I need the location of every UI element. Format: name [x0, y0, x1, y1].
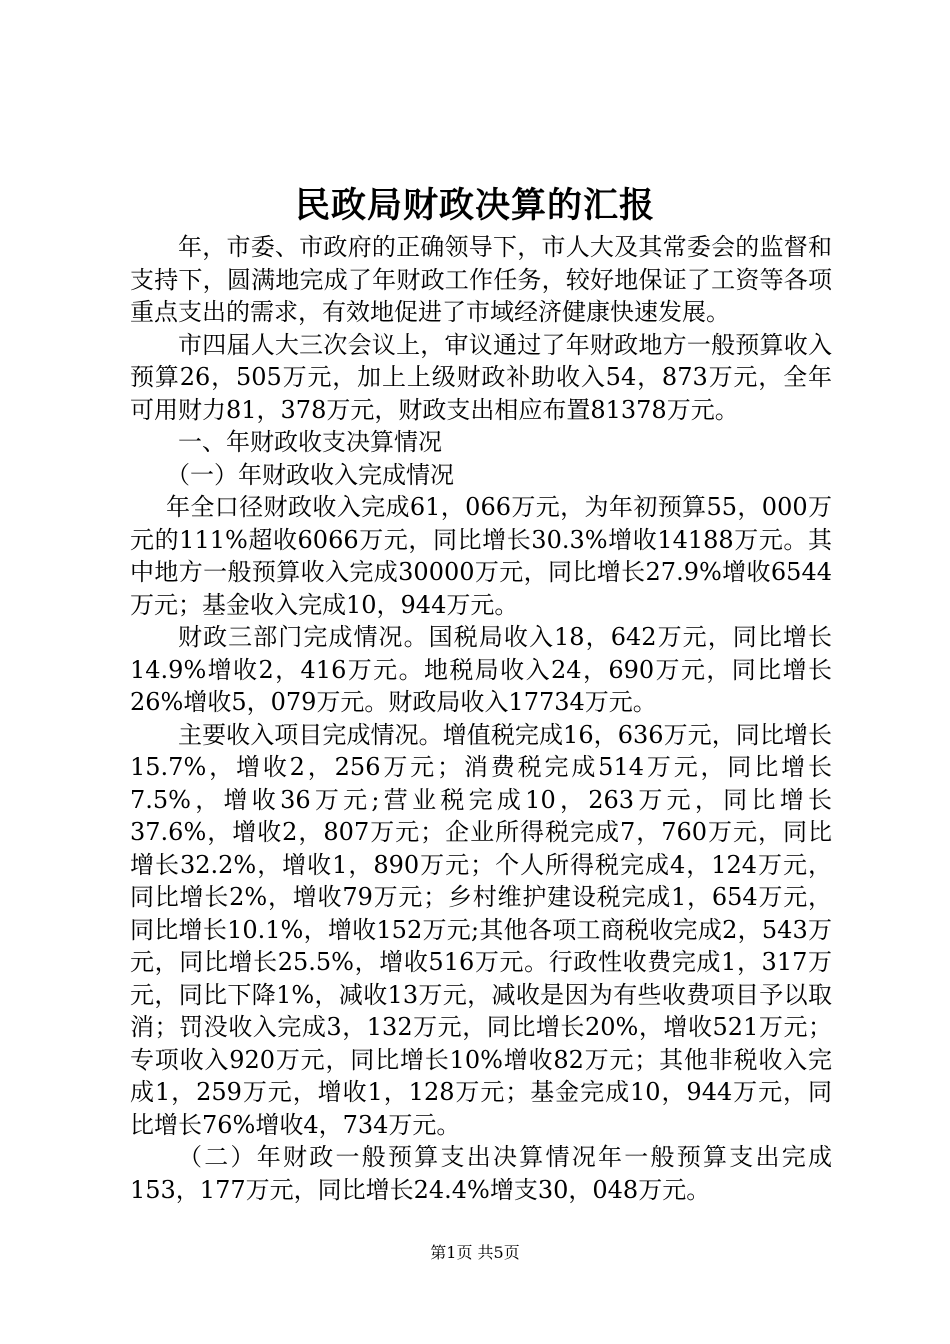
- paragraph-budget-review: 市四届人大三次会议上，审议通过了年财政地方一般预算收入预算26，505万元，加上上级财政补助收入54，873万元，全年可用财力81，378万元，财政支出相应布置81378万元。: [130, 330, 832, 424]
- page-number-footer: 第1页 共5页: [430, 1243, 520, 1262]
- paragraph-main-revenue-items: 主要收入项目完成情况。增值税完成16，636万元，同比增长15.7%，增收2，256万元；消费税完成514万元，同比增长7.5%，增收36万元;营业税完成10，263万元，同比增长37.6%，增收2，807万元；企业所得税完成7，760万元，同比增长32.2%，增收1，890万元；个人所得税完成4，124万元，同比增长2%，增收79万元；乡村维护建设税完成1，654万元，同比增长10.1%，增收152万元;其他各项工商税收完成2，543万元，同比增长25.5%，增收516万元。行政性收费完成1，317万元，同比下降1%，减收13万元，减收是因为有些收费项目予以取消；罚没收入完成3，132万元，同比增长20%，增收521万元；专项收入920万元，同比增长10%增收82万元；其他非税收入完成1，259万元，增收1，128万元；基金完成10，944万元，同比增长76%增收4，734万元。: [130, 720, 832, 1139]
- paragraph-expenditure: （二）年财政一般预算支出决算情况年一般预算支出完成153，177万元，同比增长24.4%增支30，048万元。: [130, 1143, 832, 1204]
- document-body: [130, 231, 832, 1206]
- document-title: 民政局财政决算的汇报: [294, 185, 655, 226]
- subsection-heading-1: （一）年财政收入完成情况: [166, 460, 454, 489]
- paragraph-intro: 年，市委、市政府的正确领导下，市人大及其常委会的监督和支持下，圆满地完成了年财政工作任务，较好地保证了工资等各项重点支出的需求，有效地促进了市域经济健康快速发展。: [130, 233, 832, 326]
- paragraph-three-departments: 财政三部门完成情况。国税局收入18，642万元，同比增长14.9%增收2，416万元。地税局收入24，690万元，同比增长26%增收5，079万元。财政局收入17734万元。: [130, 623, 832, 716]
- paragraph-revenue-total: 年全口径财政收入完成61，066万元，为年初预算55，000万元的111%超收6066万元，同比增长30.3%增收14188万元。其中地方一般预算收入完成30000万元，同比增长27.9%增收6544万元；基金收入完成10，944万元。: [130, 493, 832, 619]
- section-heading-1: 一、年财政收支决算情况: [178, 428, 442, 456]
